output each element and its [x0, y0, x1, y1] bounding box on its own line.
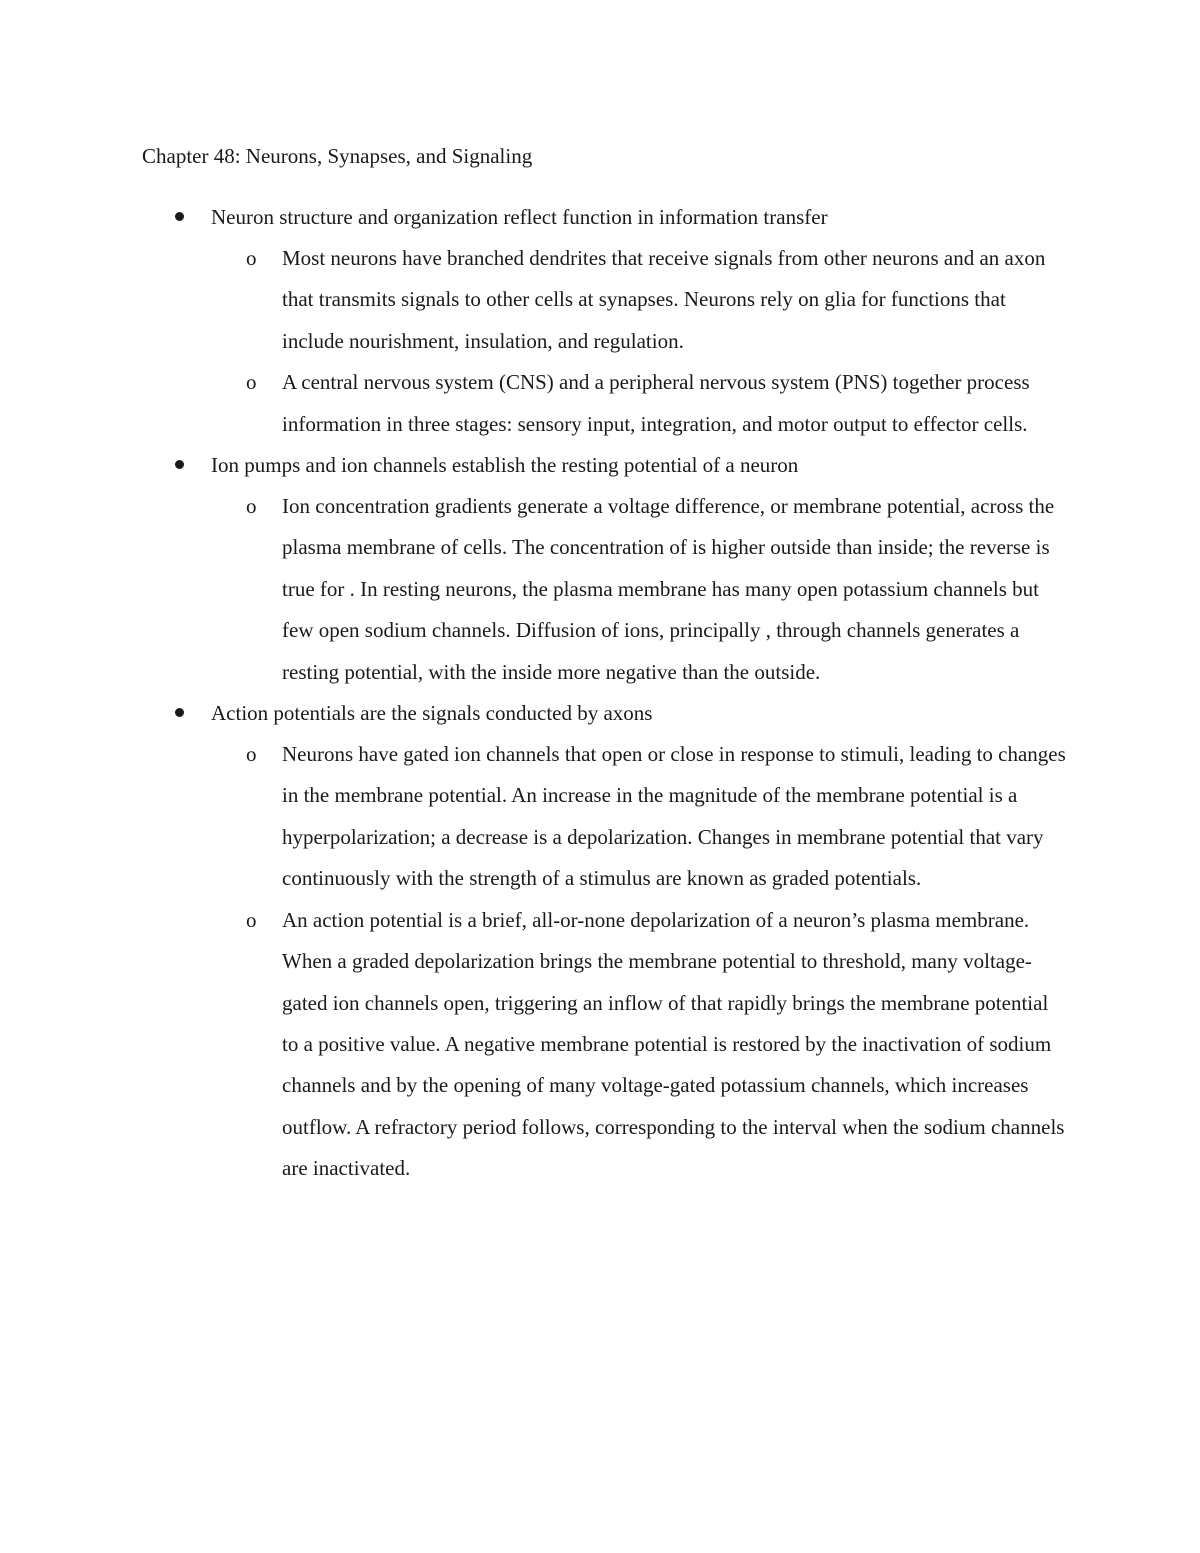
- bullet-circle-icon: o: [246, 494, 257, 519]
- point-text: Ion concentration gradients generate a voltage difference, or membrane potential, across the plasma membrane of cells. The concentration of is higher outside than inside; the reverse is true for . In resting neurons, the plasma membrane has many open potassium channels but few open sodium channels. Diffusion of ions, principally , through channels generates a resting potential, with the inside more negative than the outside.: [282, 494, 1055, 684]
- bullet-dot-icon: [175, 460, 184, 469]
- point-list: [211, 734, 1071, 1189]
- bullet-dot-icon: [175, 708, 184, 717]
- section-item: [0, 197, 1071, 445]
- point-list: [211, 486, 1071, 693]
- section-heading: Neuron structure and organization reflect function in information transfer: [211, 205, 828, 229]
- section-list: [0, 197, 1200, 1190]
- outline: [0, 197, 1200, 1190]
- point-text: Most neurons have branched dendrites that receive signals from other neurons and an axon that transmits signals to other cells at synapses. Neurons rely on glia for functions that include nourishment, insulation, and regulation.: [282, 246, 1046, 353]
- section-heading: Ion pumps and ion channels establish the resting potential of a neuron: [211, 453, 799, 478]
- point-item: [0, 900, 1067, 1190]
- point-text: A central nervous system (CNS) and a peripheral nervous system (PNS) together process information in three stages: sensory input, integration, and motor output to effector cells.: [282, 370, 1030, 436]
- point-list: [211, 238, 1071, 445]
- section-item: [0, 445, 1071, 693]
- point-item: [0, 362, 1067, 445]
- section-heading: Action potentials are the signals conducted by axons: [211, 701, 653, 726]
- point-text: An action potential is a brief, all-or-none depolarization of a neuron’s plasma membrane. When a graded depolarization brings the membrane potential to threshold, many voltage-gated ion channels open, triggering an inflow of that rapidly brings the membrane potential to a positive value. A negative membrane potential is restored by the inactivation of sodium channels and by the opening of many voltage-gated potassium channels, which increases outflow. A refractory period follows, corresponding to the interval when the sodium channels are inactivated.: [282, 907, 1065, 1181]
- bullet-dot-icon: [175, 212, 184, 221]
- point-text: Neurons have gated ion channels that open or close in response to stimuli, leading to changes in the membrane potential. An increase in the magnitude of the membrane potential is a hyperpolarization; a decrease is a depolarization. Changes in membrane potential that vary continuously with the strength of a stimulus are known as graded potentials.: [282, 742, 1066, 891]
- bullet-circle-icon: o: [246, 742, 257, 767]
- chapter-title: Chapter 48: Neurons, Synapses, and Signaling: [142, 144, 533, 168]
- point-item: [0, 734, 1067, 900]
- section-item: [0, 693, 1071, 1189]
- bullet-circle-icon: o: [246, 907, 257, 932]
- bullet-circle-icon: o: [246, 370, 257, 395]
- point-item: [0, 486, 1067, 693]
- point-item: [0, 238, 1067, 362]
- bullet-circle-icon: o: [246, 246, 257, 270]
